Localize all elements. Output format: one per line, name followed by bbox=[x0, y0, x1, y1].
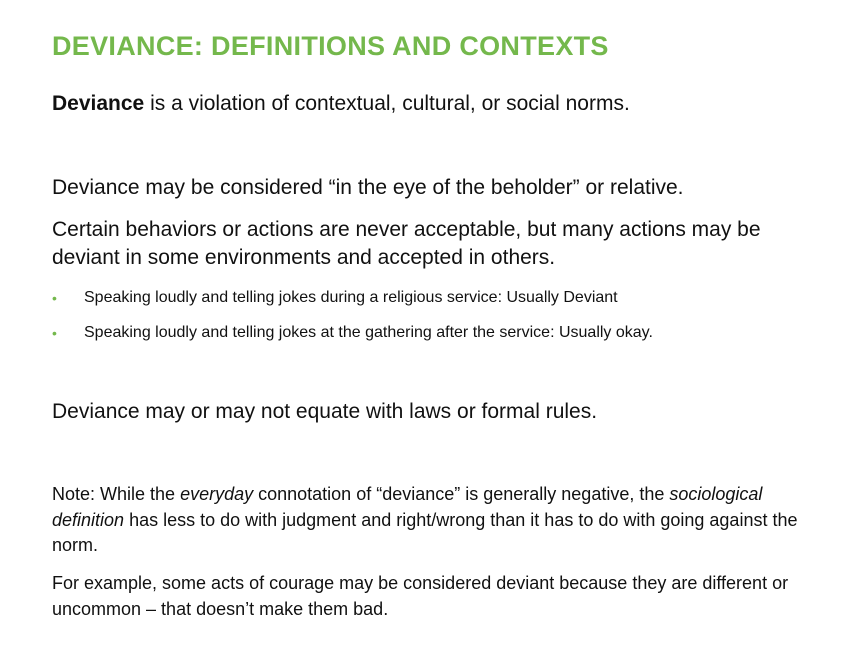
laws-text: Deviance may or may not equate with laws or formal rules. bbox=[52, 400, 598, 423]
bullet-icon: • bbox=[52, 290, 57, 306]
note-part3: has less to do with judgment and right/wrong than it has to do with going against the norm. bbox=[52, 509, 798, 555]
definition-paragraph bbox=[52, 90, 832, 118]
relative-paragraph bbox=[52, 174, 832, 202]
note-italic-sociological: sociological definition bbox=[52, 484, 763, 530]
note-part1: Note: While the bbox=[52, 484, 181, 504]
slide-title: DEVIANCE: DEFINITIONS AND CONTEXTS bbox=[52, 31, 609, 61]
note-part2: connotation of “deviance” is generally negative, the bbox=[253, 484, 670, 504]
laws-paragraph bbox=[52, 398, 832, 426]
definition-term: Deviance bbox=[52, 92, 145, 115]
example-paragraph bbox=[52, 571, 812, 622]
definition-text bbox=[52, 90, 832, 118]
relative-text: Deviance may be considered “in the eye of the beholder” or relative. bbox=[52, 176, 684, 199]
certain-behaviors-paragraph bbox=[52, 216, 792, 272]
note-paragraph bbox=[52, 482, 827, 559]
note-text bbox=[52, 482, 827, 559]
note-italic-everyday: everyday bbox=[180, 484, 254, 504]
example-text: For example, some acts of courage may be considered deviant because they are different or uncommon – that doesn’t make them bad. bbox=[52, 573, 789, 619]
bullet-text: Speaking loudly and telling jokes at the gathering after the service: Usually okay. bbox=[84, 324, 653, 341]
certain-behaviors-text: Certain behaviors or actions are never acceptable, but many actions may be deviant in some environments and accepted in others. bbox=[52, 218, 761, 269]
definition-rest: is a violation of contextual, cultural, or social norms. bbox=[144, 92, 630, 115]
bullet-text: Speaking loudly and telling jokes during a religious service: Usually Deviant bbox=[84, 289, 618, 306]
bullet-icon: • bbox=[52, 325, 57, 341]
